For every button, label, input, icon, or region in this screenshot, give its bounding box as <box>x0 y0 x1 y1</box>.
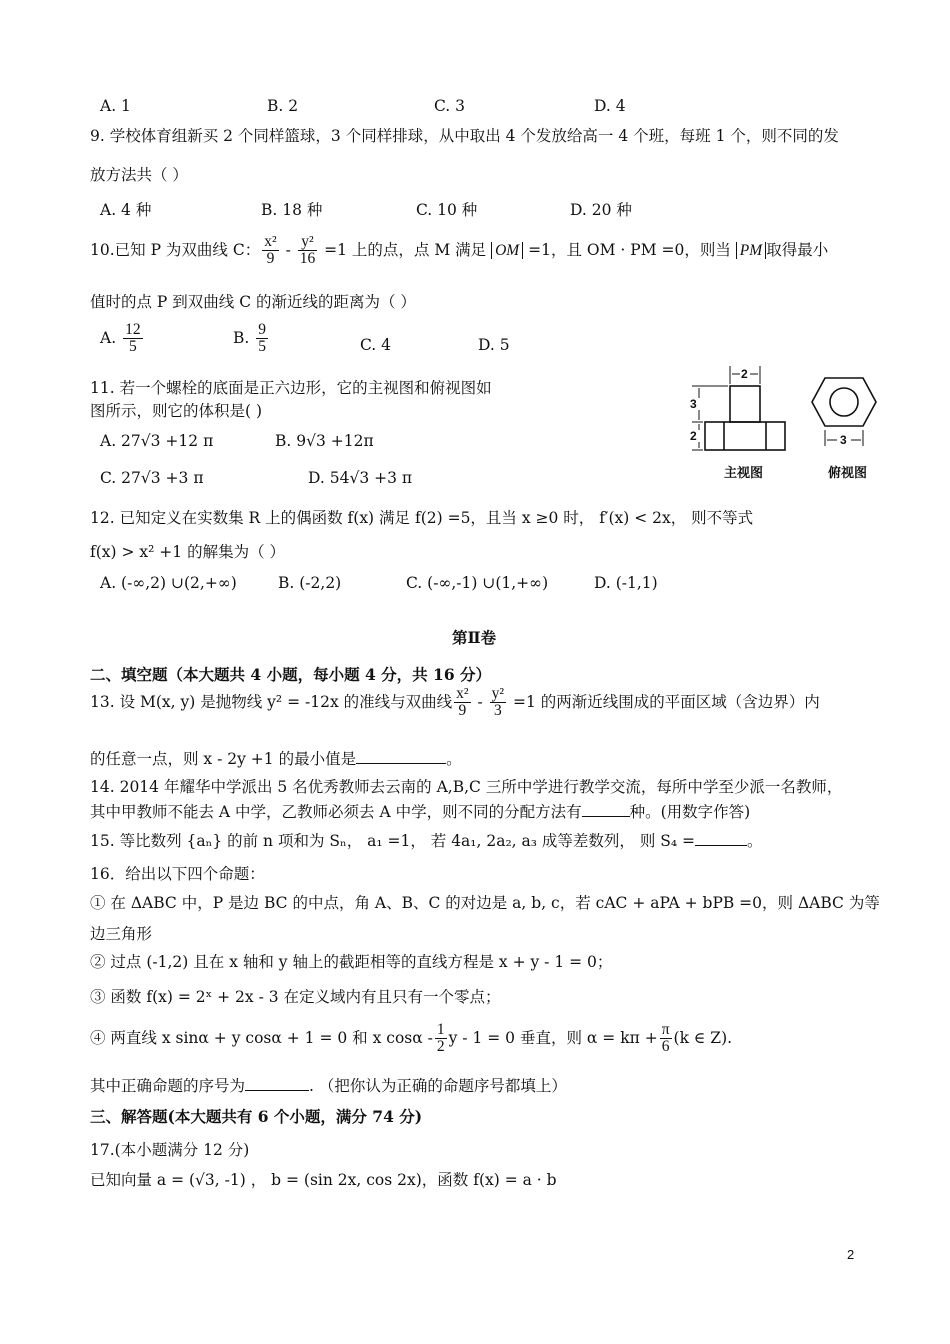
q16-prop-4: ④ 两直线 x sinα + y cosα + 1 = 0 和 x cosα - $\frac{1}{2}$ y - 1 = 0 垂直，则 α = kπ + $\frac{\pi}{6}$ (k ∈ Z). <box>90 1021 733 1056</box>
q13-stem: 13. 设 M(x, y) 是抛物线 y² = -12x 的准线与双曲线 $\frac{\text{x²}}{9}$ - $\frac{\text{y²}}{3}$ =1 的两渐近线围成的平面区域（含边界）内 <box>90 685 820 720</box>
q12-option-d: D. (-1,1) <box>594 574 658 592</box>
page-number: 2 <box>847 1247 855 1262</box>
q8-option-a: A. 1 <box>100 97 131 115</box>
q12-option-b: B. (-2,2) <box>278 574 342 592</box>
q17-title: 17.(本小题满分 12 分) <box>90 1141 250 1159</box>
section-2-title: 第Ⅱ卷 <box>452 628 497 647</box>
q12-option-a: A. (-∞,2) ∪(2,+∞) <box>100 574 237 592</box>
q9-option-b: B. 18 种 <box>261 201 323 219</box>
top-view-circle <box>830 388 858 416</box>
bolt-views-figure <box>680 362 890 487</box>
dim-h1-label: 3 <box>690 397 697 411</box>
q16-title: 16．给出以下四个命题： <box>90 865 265 883</box>
q12-stem-cont: f(x) > x² +1 的解集为（ ） <box>90 543 285 561</box>
q17-stem: 已知向量 a = (√3, -1) ， b = (sin 2x, cos 2x)，函数 f(x) = a · b <box>90 1171 557 1189</box>
q16-prop-2: ② 过点 (-1,2) 且在 x 轴和 y 轴上的截距相等的直线方程是 x + y - 1 = 0； <box>90 953 613 971</box>
front-view-label: 主视图 <box>724 465 764 480</box>
top-view-hexagon <box>812 378 876 426</box>
q12-stem: 12. 已知定义在实数集 R 上的偶函数 f(x) 满足 f(2) =5，且当 x ≥0 时， f′(x) < 2x， 则不等式 <box>90 509 754 527</box>
q13-stem-cont: 的任意一点，则 x - 2y +1 的最小值是 。 <box>90 750 462 768</box>
q10-abs-om: OM <box>491 242 523 259</box>
q11-stem: 11. 若一个螺栓的底面是正六边形，它的主视图和俯视图如 <box>90 379 492 397</box>
front-view-shaft <box>730 386 760 422</box>
part-3-heading: 三、解答题(本大题共有 6 个小题，满分 74 分) <box>90 1107 423 1126</box>
q10-option-c: C. 4 <box>360 336 392 354</box>
q11-stem-cont: 图所示，则它的体积是( ) <box>90 402 263 420</box>
part-2-heading: 二、填空题（本大题共 4 小题，每小题 4 分，共 16 分） <box>90 665 492 684</box>
q10-frac-y: $\frac{\text{y²}}{16}$ <box>299 233 316 268</box>
front-view-head <box>705 422 785 450</box>
q16-answer-line: 其中正确命题的序号为 . （把你认为正确的命题序号都填上） <box>90 1077 567 1095</box>
q8-option-c: C. 3 <box>434 97 466 115</box>
q16-prop-1: ① 在 ΔABC 中，P 是边 BC 的中点，角 A、B、C 的对边是 a, b, c，若 cAC + aPA + bPB =0，则 ΔABC 为等 <box>90 894 880 912</box>
q8-option-d: D. 4 <box>594 97 626 115</box>
q8-option-b: B. 2 <box>267 97 299 115</box>
q10-text-1: 10.已知 P 为双曲线 C： <box>90 240 261 259</box>
q14-stem: 14. 2014 年耀华中学派出 5 名优秀教师去云南的 A,B,C 三所中学进行教学交流，每所中学至少派一名教师， <box>90 778 843 796</box>
dim-width-label: 2 <box>741 367 748 381</box>
q11-option-a: A. 27√3 +12 π <box>100 432 214 450</box>
q14-answer-blank <box>582 802 630 817</box>
q10-stem: 10.已知 P 为双曲线 C： $\frac{\text{x²}}{9}$ - $\frac{\text{y²}}{16}$ =1 上的点，点 M 满足 OM =1，且 OM · PM =0，则当 PM 取得最小 <box>90 233 829 268</box>
q9-option-a: A. 4 种 <box>100 201 152 219</box>
top-view-label: 俯视图 <box>828 465 868 480</box>
dim-h2-label: 2 <box>690 429 697 443</box>
q13-answer-blank <box>356 749 446 764</box>
q9-option-d: D. 20 种 <box>570 201 632 219</box>
q10-option-b: B. $\frac{9}{5}$ <box>233 321 267 356</box>
q11-option-b: B. 9√3 +12π <box>275 432 374 450</box>
q9-option-c: C. 10 种 <box>416 201 478 219</box>
q11-option-c: C. 27√3 +3 π <box>100 469 204 487</box>
q11-option-d: D. 54√3 +3 π <box>308 469 413 487</box>
q16-answer-blank <box>245 1076 309 1091</box>
q16-prop-1-cont: 边三角形 <box>90 925 153 943</box>
q14-stem-cont: 其中甲教师不能去 A 中学，乙教师必须去 A 中学，则不同的分配方法有 种。(用数字作答) <box>90 803 751 821</box>
q10-stem-cont: 值时的点 P 到双曲线 C 的渐近线的距离为（ ） <box>90 293 416 311</box>
q15-answer-blank <box>695 831 747 846</box>
q9-stem-cont: 放方法共（ ） <box>90 166 188 184</box>
q10-frac-x: $\frac{\text{x²}}{9}$ <box>264 233 277 268</box>
dim-top-label: 3 <box>840 433 847 447</box>
q10-option-d: D. 5 <box>478 336 510 354</box>
q10-option-a: A. $\frac{12}{5}$ <box>100 321 141 356</box>
q9-stem: 9. 学校体育组新买 2 个同样篮球，3 个同样排球，从中取出 4 个发放给高一 4 个班，每班 1 个，则不同的发 <box>90 127 839 145</box>
q12-option-c: C. (-∞,-1) ∪(1,+∞) <box>406 574 549 592</box>
q15-stem: 15. 等比数列 {aₙ} 的前 n 项和为 Sₙ， a₁ =1， 若 4a₁, 2a₂, a₃ 成等差数列， 则 S₄ = 。 <box>90 832 763 850</box>
q10-abs-pm: PM <box>736 242 766 259</box>
q16-prop-3: ③ 函数 f(x) = 2ˣ + 2x - 3 在定义域内有且只有一个零点； <box>90 988 501 1006</box>
